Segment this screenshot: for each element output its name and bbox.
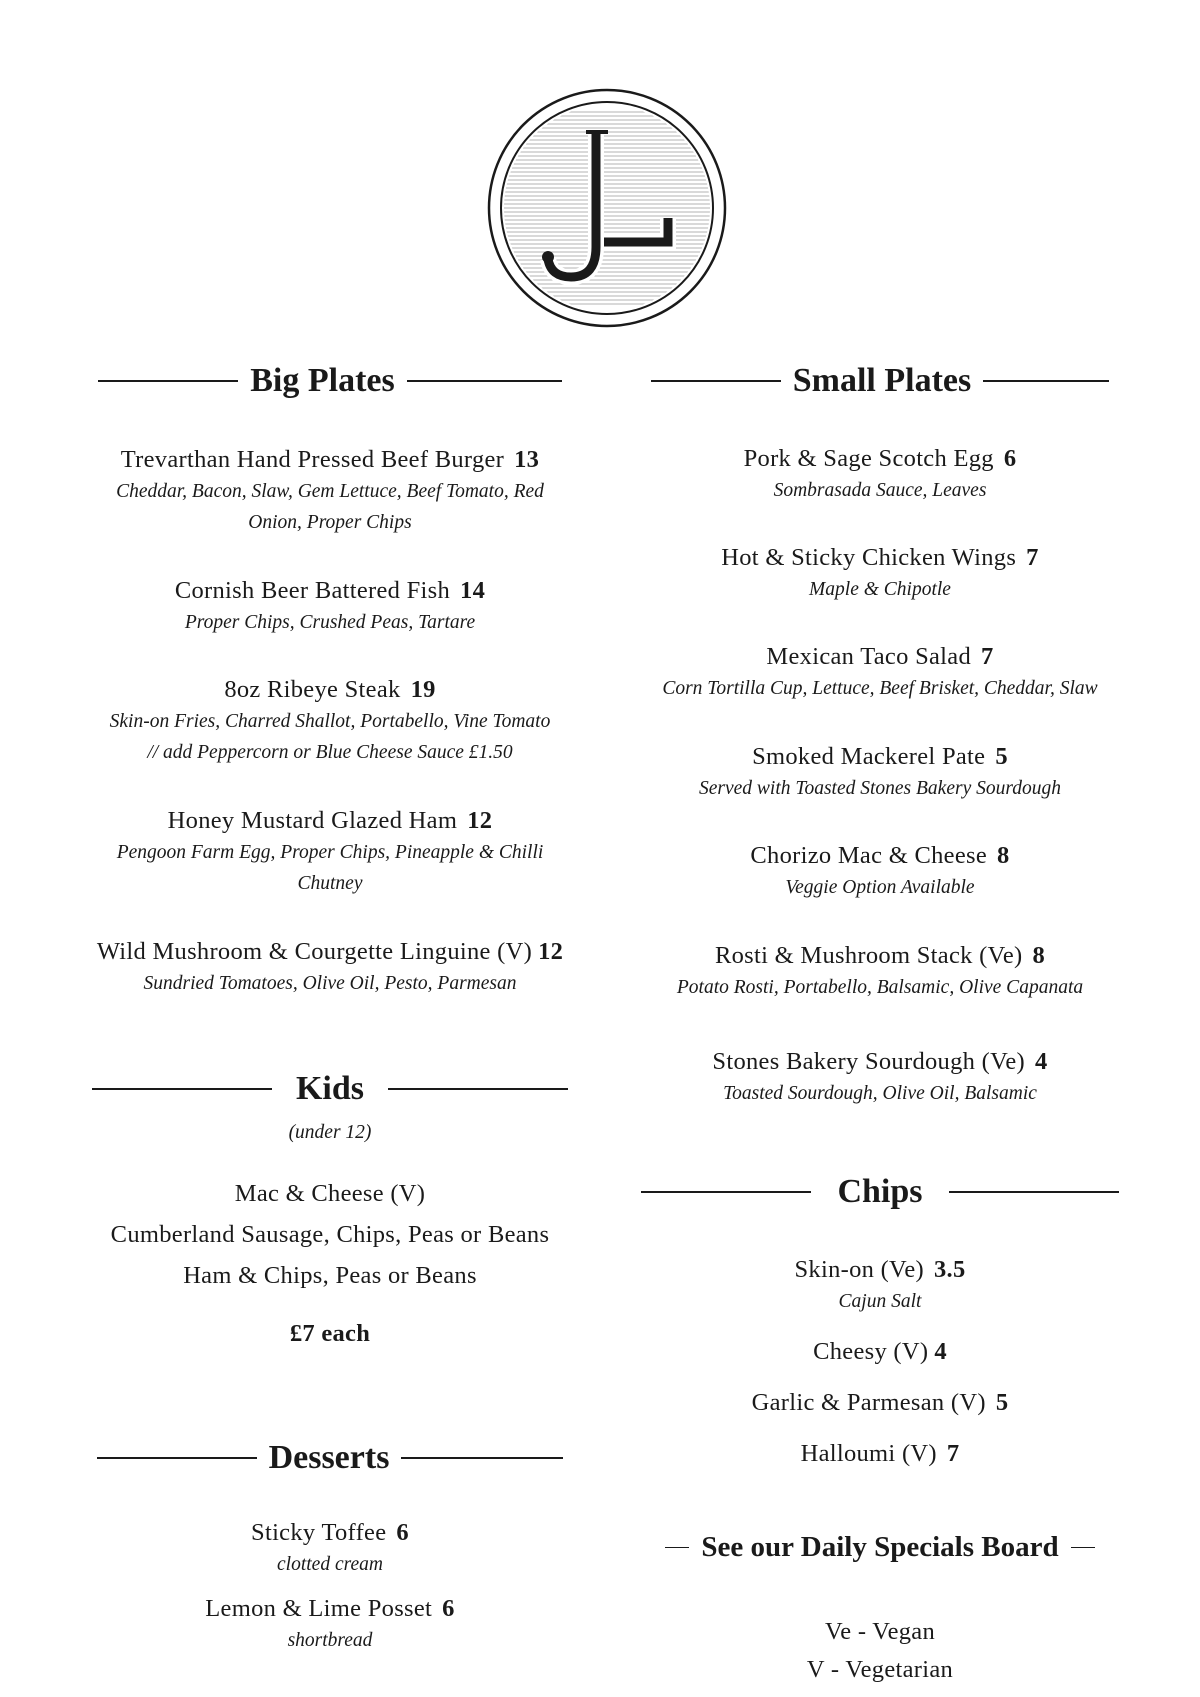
specials-heading-row	[630, 1531, 1130, 1564]
item-price: 8	[1032, 942, 1046, 969]
item-description: Pengoon Farm Egg, Proper Chips, Pineapple & Chilli	[116, 842, 544, 863]
menu-item	[55, 936, 605, 999]
item-name: Smoked Mackerel Pate	[752, 743, 986, 770]
small-plates-heading: Small Plates	[792, 362, 972, 399]
desserts-section	[55, 1439, 605, 1477]
menu-item	[55, 575, 605, 638]
item-price: 12	[538, 938, 564, 965]
item-name: Sticky Toffee	[251, 1519, 387, 1546]
item-name: Wild Mushroom & Courgette Linguine (V)	[96, 938, 533, 965]
item-name: Hot & Sticky Chicken Wings	[721, 544, 1017, 571]
item-description: shortbread	[287, 1630, 373, 1651]
heading-rule	[401, 1457, 563, 1459]
item-name: Stones Bakery Sourdough (Ve)	[712, 1048, 1025, 1075]
big-plates-heading: Big Plates	[250, 362, 395, 399]
item-price: 3.5	[933, 1256, 966, 1283]
menu-item	[630, 1254, 1130, 1317]
kids-heading-row	[55, 1070, 605, 1108]
specials-banner	[630, 1531, 1130, 1564]
heading-rule	[665, 1547, 689, 1549]
specials-note: See our Daily Specials Board	[701, 1531, 1059, 1563]
desserts-heading: Desserts	[268, 1439, 390, 1476]
item-name: Honey Mustard Glazed Ham	[167, 807, 458, 834]
kids-menu-item: Ham & Chips, Peas or Beans	[183, 1262, 477, 1289]
heading-rule	[983, 380, 1109, 382]
item-name: 8oz Ribeye Steak	[224, 676, 401, 703]
item-name: Garlic & Parmesan (V)	[751, 1389, 986, 1416]
small-plates-heading-row	[630, 362, 1130, 400]
chips-heading-row	[630, 1173, 1130, 1211]
item-description: Cajun Salt	[838, 1291, 922, 1312]
item-price: 7	[1026, 544, 1039, 571]
heading-rule	[97, 1457, 257, 1459]
item-name: Rosti & Mushroom Stack (Ve)	[714, 942, 1023, 969]
item-description: Served with Toasted Stones Bakery Sourdough	[699, 778, 1061, 799]
heading-rule	[651, 380, 781, 382]
item-price: 7	[981, 643, 994, 670]
item-price: 6	[1003, 445, 1017, 472]
item-description: clotted cream	[277, 1554, 383, 1575]
item-name: Cheesy (V)	[813, 1338, 929, 1365]
menu-item	[630, 1046, 1130, 1109]
item-price: 7	[946, 1440, 960, 1467]
kids-price-note: £7 each	[289, 1320, 371, 1347]
kids-heading: Kids	[295, 1070, 365, 1107]
item-price: 19	[410, 676, 436, 703]
heading-rule	[1071, 1547, 1095, 1549]
item-description: Sundried Tomatoes, Olive Oil, Pesto, Parmesan	[143, 973, 517, 994]
kids-menu-item: Cumberland Sausage, Chips, Peas or Beans	[110, 1221, 550, 1248]
item-description: Maple & Chipotle	[809, 579, 951, 600]
item-name: Lemon & Lime Posset	[205, 1595, 433, 1622]
chips-heading: Chips	[837, 1173, 923, 1210]
item-price: 12	[467, 807, 493, 834]
chips-section	[630, 1173, 1130, 1211]
item-price: 6	[396, 1519, 409, 1546]
small-plates-section	[630, 362, 1130, 400]
item-description: Chutney	[297, 873, 363, 894]
item-name: Chorizo Mac & Cheese	[750, 842, 988, 869]
item-price: 13	[514, 446, 540, 473]
item-price: 8	[997, 842, 1010, 869]
menu-item	[55, 674, 605, 768]
big-plates-heading-row	[55, 362, 605, 400]
menu-item	[630, 443, 1130, 506]
heading-rule	[92, 1088, 272, 1090]
item-name: Halloumi (V)	[800, 1440, 937, 1467]
item-description: Cheddar, Bacon, Slaw, Gem Lettuce, Beef Tomato, Red	[116, 481, 544, 502]
menu-item	[55, 1517, 605, 1580]
item-name: Trevarthan Hand Pressed Beef Burger	[120, 446, 505, 473]
kids-section	[55, 1070, 605, 1108]
heading-rule	[98, 380, 238, 382]
item-price: 5	[995, 743, 1008, 770]
item-description: Proper Chips, Crushed Peas, Tartare	[184, 612, 476, 633]
item-price: 5	[995, 1389, 1009, 1416]
item-name: Pork & Sage Scotch Egg	[743, 445, 994, 472]
item-description: Toasted Sourdough, Olive Oil, Balsamic	[723, 1083, 1037, 1104]
item-name: Mexican Taco Salad	[766, 643, 972, 670]
menu-item	[630, 741, 1130, 804]
legend-vegetarian: V - Vegetarian	[806, 1656, 954, 1683]
menu-item	[630, 542, 1130, 605]
menu-item	[630, 1336, 1130, 1368]
item-description: Sombrasada Sauce, Leaves	[773, 480, 987, 501]
desserts-heading-row	[55, 1439, 605, 1477]
heading-rule	[949, 1191, 1119, 1193]
menu-item	[630, 1387, 1130, 1419]
item-description: Veggie Option Available	[785, 877, 975, 898]
kids-age-note: (under 12)	[288, 1122, 372, 1143]
menu-item	[630, 641, 1130, 704]
legend-vegan: Ve - Vegan	[824, 1618, 936, 1645]
menu-item	[630, 1438, 1130, 1470]
heading-rule	[641, 1191, 811, 1193]
item-name: Skin-on (Ve)	[794, 1256, 924, 1283]
kids-menu-item: Mac & Cheese (V)	[234, 1180, 426, 1207]
item-name: Cornish Beer Battered Fish	[174, 577, 451, 604]
menu-item	[630, 940, 1130, 1003]
item-description: Onion, Proper Chips	[248, 512, 412, 533]
item-description: Skin-on Fries, Charred Shallot, Portabello, Vine Tomato	[109, 711, 551, 732]
item-price: 6	[442, 1595, 455, 1622]
jl-monogram-logo	[486, 87, 728, 329]
item-price: 4	[1035, 1048, 1048, 1075]
menu-item	[630, 840, 1130, 903]
menu-item	[55, 1593, 605, 1656]
heading-rule	[407, 380, 562, 382]
item-description: Corn Tortilla Cup, Lettuce, Beef Brisket, Cheddar, Slaw	[662, 678, 1098, 699]
heading-rule	[388, 1088, 568, 1090]
item-description: Potato Rosti, Portabello, Balsamic, Olive Capanata	[676, 977, 1084, 998]
menu-item	[55, 444, 605, 538]
menu-item	[55, 805, 605, 899]
item-description: // add Peppercorn or Blue Cheese Sauce £1.50	[147, 742, 513, 763]
item-price: 4	[934, 1338, 947, 1365]
item-price: 14	[460, 577, 486, 604]
big-plates-section	[55, 362, 605, 400]
